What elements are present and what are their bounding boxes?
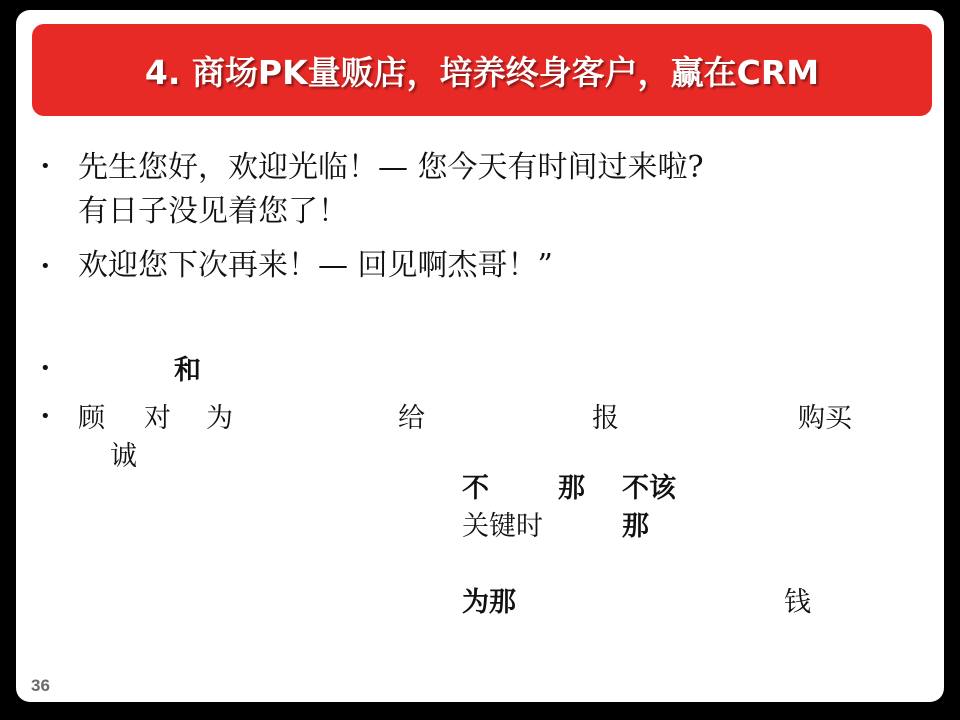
fragment-gei: 给 [398,403,425,434]
slide-title: 4. 商场PK量贩店，培养终身客户，赢在CRM [144,52,820,92]
bullet-dot: • [40,406,51,427]
bullet-1-line-1: 先生您好，欢迎光临！— 您今天有时间过来啦? [78,150,704,185]
fragment-cheng: 诚 [110,441,137,472]
bullet-dot: • [40,156,51,177]
fragment-bao: 报 [592,403,619,434]
fragment-qian: 钱 [784,587,811,618]
fragment-he: 和 [174,355,201,386]
page-number: 36 [31,676,50,695]
bullet-dot: • [40,358,51,379]
fragment-dui: 对 [144,403,171,434]
title-bar [32,24,932,116]
bullet-2-line-1: 欢迎您下次再来！— 回见啊杰哥！” [78,248,553,283]
fragment-wei: 为 [206,403,233,434]
slide [16,10,944,702]
fragment-guanjianshi: 关键时 [462,511,543,542]
fragment-gu: 顾 [78,403,105,434]
bullet-1-line-2: 有日子没见着您了！ [78,194,348,229]
fragment-na-1: 那 [558,473,585,504]
fragment-goumai: 购买 [798,403,852,434]
bullet-dot: • [40,256,51,277]
fragment-na-2: 那 [622,511,649,542]
fragment-bugai: 不该 [622,473,676,504]
fragment-bu: 不 [462,473,489,504]
fragment-weina: 为那 [462,587,516,618]
